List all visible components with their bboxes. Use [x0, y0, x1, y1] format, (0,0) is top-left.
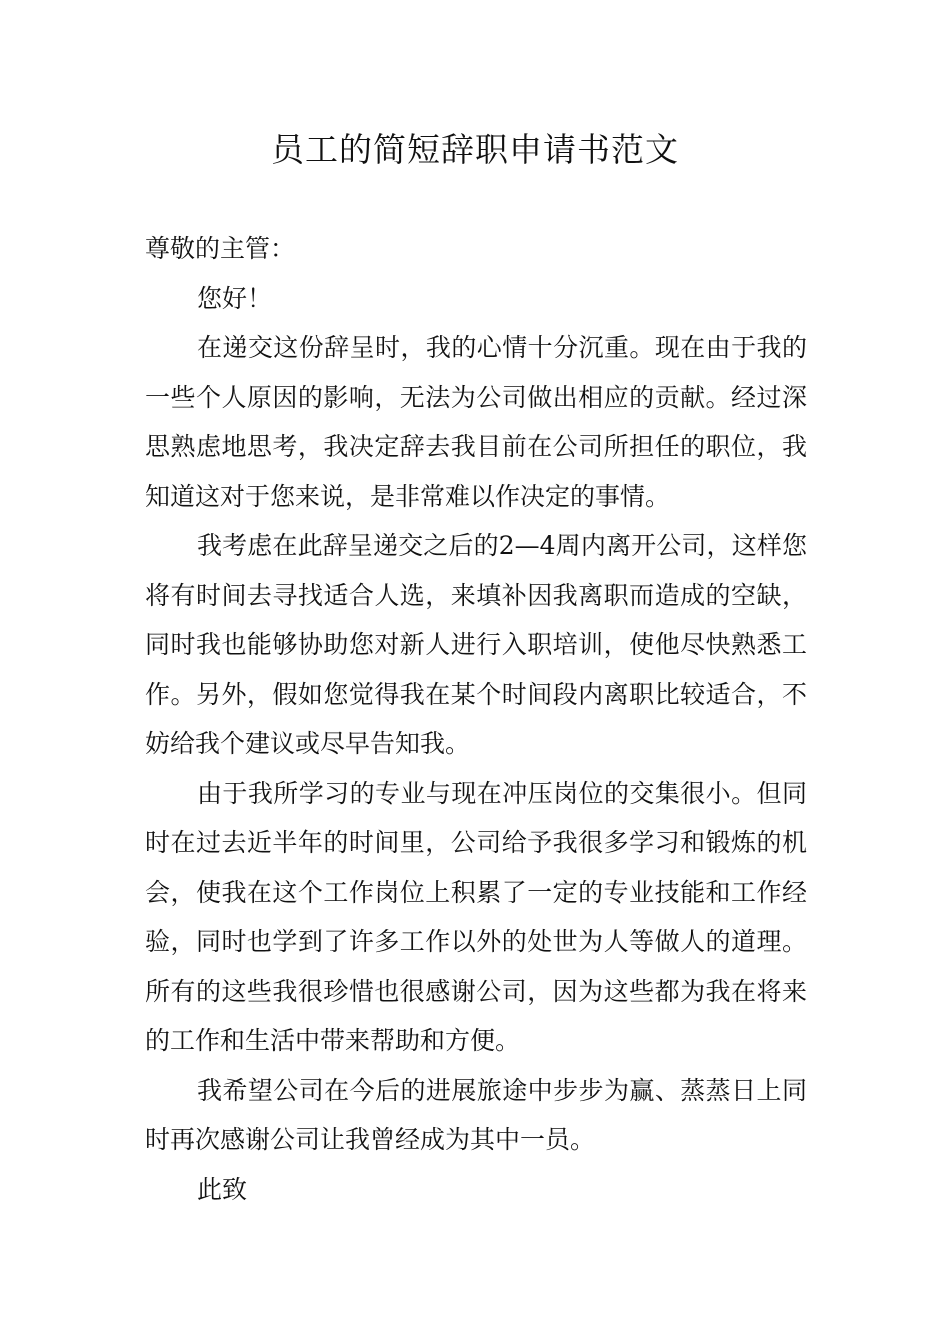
salutation: 尊敬的主管：	[145, 234, 296, 263]
greeting: 您好！	[197, 283, 273, 313]
paragraph: 我希望公司在今后的进展旅途中步步为赢、蒸蒸日上同时再次感谢公司让我曾经成为其中一员。	[145, 1075, 807, 1154]
document-title: 员工的简短辞职申请书范文	[271, 130, 679, 169]
paragraph: 我考虑在此辞呈递交之后的2—4周内离开公司，这样您将有时间去寻找适合人选，来填补因我离职而造成的空缺，同时我也能够协助您对新人进行入职培训，使他尽快熟悉工作。另外，假如您觉得我在某个时间段内离职比较适合，不妨给我个建议或尽早告知我。	[145, 531, 807, 758]
closing: 此致	[197, 1174, 248, 1204]
letter-body	[145, 224, 807, 1214]
paragraph: 由于我所学习的专业与现在冲压岗位的交集很小。但同时在过去近半年的时间里，公司给予我很多学习和锻炼的机会，使我在这个工作岗位上积累了一定的专业技能和工作经验，同时也学到了许多工作以外的处世为人等做人的道理。所有的这些我很珍惜也很感谢公司，因为这些都为我在将来的工作和生活中带来帮助和方便。	[145, 778, 807, 1055]
paragraph: 在递交这份辞呈时，我的心情十分沉重。现在由于我的一些个人原因的影响，无法为公司做出相应的贡献。经过深思熟虑地思考，我决定辞去我目前在公司所担任的职位，我知道这对于您来说，是非常难以作决定的事情。	[145, 333, 807, 511]
